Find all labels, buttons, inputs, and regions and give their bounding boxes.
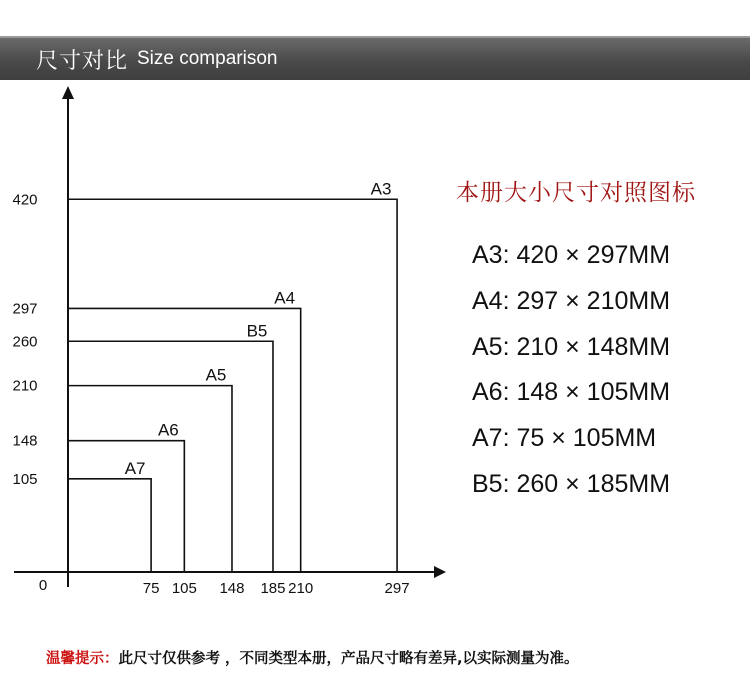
size-rect-label-a4: A4 — [274, 288, 296, 308]
y-tick-label: 105 — [12, 470, 38, 488]
footer-text: 此尺寸仅供参考 ，不同类型本册，产品尺寸略有差异,以实际测量为准。 — [118, 651, 579, 667]
origin-label: 0 — [38, 577, 48, 594]
x-tick-label: 75 — [142, 580, 160, 597]
x-axis-arrow — [434, 566, 446, 578]
y-axis-arrow — [62, 86, 74, 99]
legend-title: 本册大小尺寸对照图标 — [456, 180, 696, 206]
section-title-en: Size comparison — [137, 48, 278, 69]
y-tick-label: 210 — [12, 377, 38, 395]
spec-item-a4: A4: 297 × 210MM — [472, 286, 671, 315]
size-rect-label-a3: A3 — [370, 179, 392, 199]
size-rect-label-a5: A5 — [205, 365, 227, 385]
x-tick-label: 210 — [288, 580, 314, 597]
section-title-cn: 尺寸对比 — [36, 49, 129, 74]
spec-item-a6: A6: 148 × 105MM — [472, 378, 671, 407]
size-rect-label-a6: A6 — [157, 420, 179, 440]
spec-item-a7: A7: 75 × 105MM — [472, 424, 657, 453]
size-rect-b5 — [68, 341, 273, 572]
size-rect-label-a7: A7 — [124, 458, 146, 478]
spec-item-a3: A3: 420 × 297MM — [472, 241, 671, 269]
x-tick-label: 105 — [171, 580, 197, 597]
y-tick-label: 148 — [12, 432, 38, 450]
size-rect-a7 — [68, 479, 151, 572]
footer-label: 温馨提示： — [46, 651, 119, 667]
spec-item-b5: B5: 260 × 185MM — [472, 469, 671, 498]
spec-item-a5: A5: 210 × 148MM — [472, 332, 671, 361]
y-tick-label: 420 — [12, 191, 38, 209]
y-tick-label: 260 — [12, 333, 38, 351]
y-tick-label: 297 — [12, 300, 38, 318]
section-header — [0, 36, 750, 80]
x-tick-label: 148 — [219, 580, 245, 597]
size-comparison-diagram — [0, 80, 460, 610]
x-tick-label: 297 — [384, 580, 410, 597]
x-tick-label: 185 — [260, 580, 286, 597]
size-spec-list — [472, 237, 670, 512]
footer-note — [46, 647, 579, 668]
size-rect-label-b5: B5 — [246, 321, 268, 341]
